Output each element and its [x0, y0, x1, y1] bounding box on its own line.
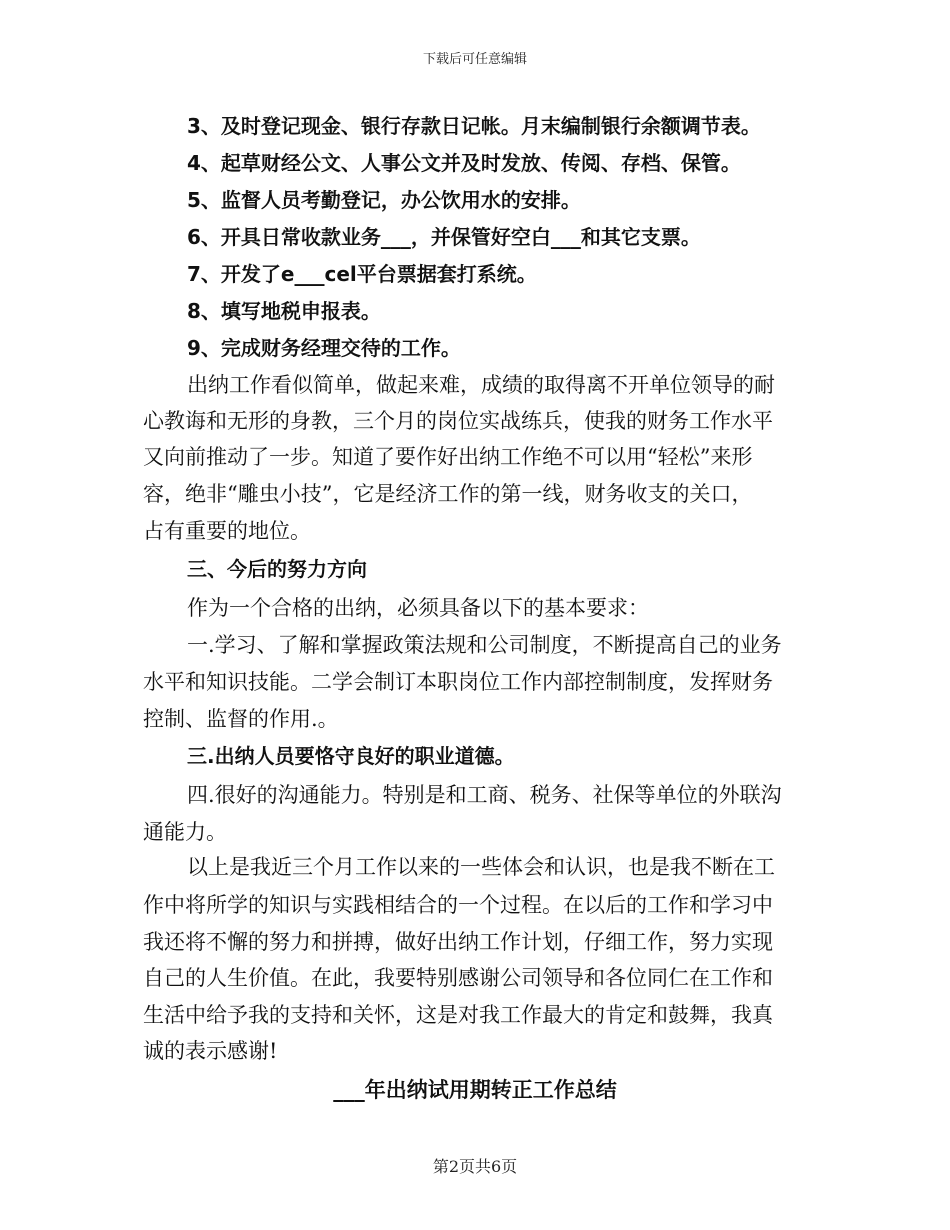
paragraph-line: 以上是我近三个月工作以来的一些体会和认识，也是我不断在工 — [187, 855, 775, 879]
list-item: 6、开具日常收款业务___，并保管好空白___和其它支票。 — [187, 225, 701, 249]
paragraph-line: 我还将不懈的努力和拼搏，做好出纳工作计划，仔细工作，努力实现 — [143, 930, 773, 954]
list-item: 4、起草财经公文、人事公文并及时发放、传阅、存档、保管。 — [187, 151, 741, 175]
paragraph-line: 生活中给予我的支持和关怀，这是对我工作最大的肯定和鼓舞，我真 — [143, 1003, 773, 1027]
list-item: 7、开发了e___cel平台票据套打系统。 — [187, 262, 537, 286]
paragraph-line: 容，绝非“雕虫小技”，它是经济工作的第一线，财务收支的关口， — [143, 482, 753, 506]
paragraph-line: 一.学习、了解和掌握政策法规和公司制度，不断提高自己的业务 — [187, 633, 782, 657]
paragraph-line: 作为一个合格的出纳，必须具备以下的基本要求： — [187, 596, 649, 620]
list-item: 3、及时登记现金、银行存款日记帐。月末编制银行余额调节表。 — [187, 114, 761, 138]
list-item: 9、完成财务经理交待的工作。 — [187, 336, 461, 360]
paragraph-line: 水平和知识技能。二学会制订本职岗位工作内部控制制度，发挥财务 — [143, 670, 773, 694]
paragraph-line: 又向前推动了一步。知道了要作好出纳工作绝不可以用“轻松”来形 — [143, 445, 753, 469]
paragraph-line: 四.很好的沟通能力。特别是和工商、税务、社保等单位的外联沟 — [187, 783, 782, 807]
paragraph-line: 自己的人生价值。在此，我要特别感谢公司领导和各位同仁在工作和 — [143, 966, 773, 990]
paragraph-line: 通能力。 — [143, 820, 227, 844]
section-heading: 三、今后的努力方向 — [187, 557, 367, 581]
page-footer: 第2页共6页 — [432, 1157, 518, 1176]
paragraph-line: 作中将所学的知识与实践相结合的一个过程。在以后的工作和学习中 — [143, 893, 773, 917]
paragraph-line: 控制、监督的作用.。 — [143, 707, 339, 731]
paragraph-line: 诚的表示感谢! — [143, 1039, 278, 1063]
list-item: 8、填写地税申报表。 — [187, 299, 381, 323]
list-item: 5、监督人员考勤登记，办公饮用水的安排。 — [187, 188, 581, 212]
paragraph-line: 心教诲和无形的身教，三个月的岗位实战练兵，使我的财务工作水平 — [143, 409, 773, 433]
paragraph-line: 占有重要的地位。 — [143, 519, 311, 543]
paragraph-line: 出纳工作看似简单，做起来难，成绩的取得离不开单位领导的耐 — [187, 373, 775, 397]
section-heading: 三.出纳人员要恪守良好的职业道德。 — [187, 744, 515, 768]
next-document-title: ___年出纳试用期转正工作总结 — [333, 1078, 617, 1102]
page-header: 下载后可任意编辑 — [422, 52, 527, 67]
